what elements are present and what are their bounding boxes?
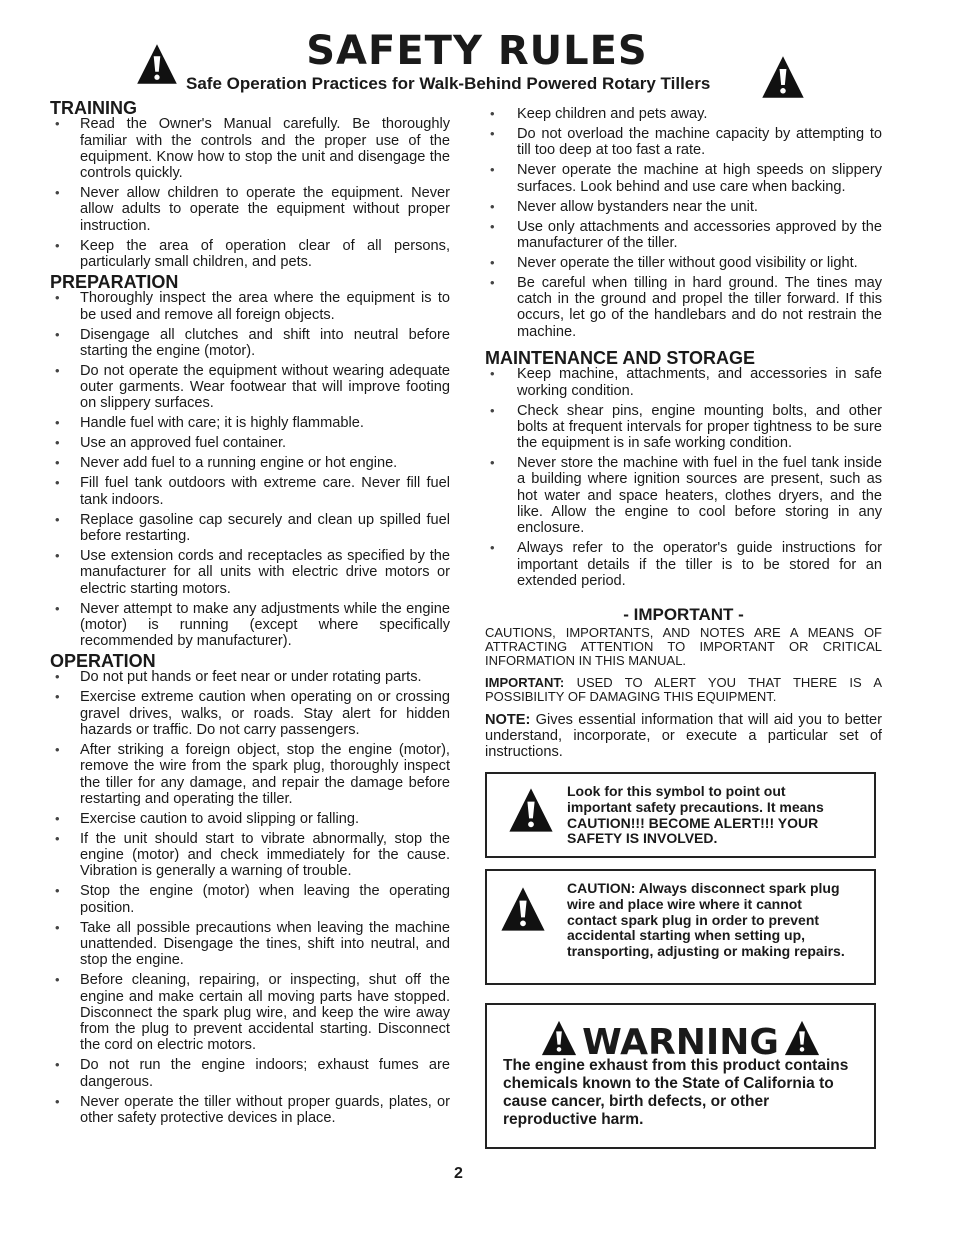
list-item: • Use only attachments and accessories approved by the manufacturer of the tiller. bbox=[485, 219, 882, 252]
list-item: • Before cleaning, repairing, or inspecting, shut off the engine and make certain all moving parts have stopped. Disconnect the spark plug wire, and keep the wire away from the plug to prevent accidental starting. Disconnect the cord on electric motors. bbox=[50, 972, 450, 1053]
list-item: • Thoroughly inspect the area where the equipment is to be used and remove all foreign objects. bbox=[50, 290, 450, 323]
important-label: IMPORTANT: bbox=[485, 674, 565, 690]
symbol-box-text: Look for this symbol to point out important safety precautions. It means CAUTION!!! BECOME ALERT!!! YOUR SAFETY IS INVOLVED. bbox=[567, 783, 824, 847]
list-item: • Do not operate the equipment without wearing adequate outer garments. Wear footwear that will improve footing on slippery surfaces. bbox=[50, 363, 450, 412]
list-item: • Do not run the engine indoors; exhaust fumes are dangerous. bbox=[50, 1057, 450, 1090]
list-item: • Never operate the machine at high speeds on slippery surfaces. Look behind and use care when backing. bbox=[485, 162, 882, 195]
warning-word: WARNING bbox=[582, 1022, 779, 1063]
operation-heading: OPERATION bbox=[50, 651, 156, 672]
list-item: • Keep machine, attachments, and accessories in safe working condition. bbox=[485, 366, 882, 399]
note-definition bbox=[485, 712, 882, 761]
list-item: • Always refer to the operator's guide instructions for important details if the tiller is to be stored for an extended period. bbox=[485, 540, 882, 589]
warning-box bbox=[485, 1003, 876, 1149]
list-item: • Never operate the tiller without proper guards, plates, or other safety protective devices in place. bbox=[50, 1094, 450, 1127]
list-item: • Never allow children to operate the equipment. Never allow adults to operate the equipment without proper instruction. bbox=[50, 185, 450, 234]
important-definition bbox=[485, 676, 882, 704]
page-subtitle: Safe Operation Practices for Walk-Behind Powered Rotary Tillers bbox=[186, 74, 711, 93]
maintenance-list bbox=[485, 366, 882, 589]
alert-icon bbox=[499, 885, 547, 933]
important-text: USED TO ALERT YOU THAT THERE IS A POSSIBILITY OF DAMAGING THIS EQUIPMENT. bbox=[485, 674, 882, 704]
training-heading: TRAINING bbox=[50, 98, 137, 118]
list-item: • Exercise caution to avoid slipping or falling. bbox=[50, 811, 450, 827]
alert-icon bbox=[783, 1019, 821, 1057]
list-item: • Keep the area of operation clear of all persons, particularly small children, and pets. bbox=[50, 238, 450, 271]
list-item: • Use extension cords and receptacles as specified by the manufacturer for all units with electric drive motors or electric starting motors. bbox=[50, 548, 450, 597]
list-item: • Be careful when tilling in hard ground. The tines may catch in the ground and propel the tiller forward. If this occurs, let go of the handlebars and do not restrain the machine. bbox=[485, 275, 882, 340]
training-list bbox=[50, 116, 450, 270]
list-item: • Check shear pins, engine mounting bolts, and other bolts at frequent intervals for proper tightness to be sure the equipment is in safe working condition. bbox=[485, 403, 882, 452]
note-label: NOTE: bbox=[485, 711, 531, 728]
page-title: SAFETY RULES bbox=[306, 28, 648, 74]
alert-icon bbox=[760, 54, 806, 100]
list-item: • Never add fuel to a running engine or hot engine. bbox=[50, 455, 450, 471]
preparation-list bbox=[50, 290, 450, 649]
caution-box-text: CAUTION: Always disconnect spark plug wire and place wire where it cannot contact spark plug in order to prevent accidental starting when setting up, transporting, adjusting or making repairs. bbox=[567, 880, 845, 960]
list-item: • After striking a foreign object, stop the engine (motor), remove the wire from the spark plug, thoroughly inspect the tiller for any damage, and repair the damage before restarting and operating the tiller. bbox=[50, 742, 450, 807]
list-item: • Replace gasoline cap securely and clean up spilled fuel before restarting. bbox=[50, 512, 450, 545]
list-item: • Use an approved fuel container. bbox=[50, 435, 450, 451]
list-item: • Exercise extreme caution when operating on or crossing gravel drives, walks, or roads. Stay alert for hidden hazards or traffic. Do not carry passengers. bbox=[50, 689, 450, 738]
important-caps-text: CAUTIONS, IMPORTANTS, AND NOTES ARE A MEANS OF ATTRACTING ATTENTION TO IMPORTANT OR CRITICAL INFORMATION IN THIS MANUAL. bbox=[485, 624, 882, 668]
maintenance-heading: MAINTENANCE AND STORAGE bbox=[485, 347, 756, 368]
list-item: • Never store the machine with fuel in the fuel tank inside a building where ignition sources are present, such as hot water and space heaters, clothes dryers, and the like. Allow the engine to cool before storing in any enclosure. bbox=[485, 455, 882, 536]
list-item: • Never allow bystanders near the unit. bbox=[485, 199, 882, 215]
left-column bbox=[50, 100, 450, 1130]
note-text: Gives essential information that will aid you to better understand, incorporate, or execute a particular set of instructions. bbox=[485, 711, 882, 761]
list-item: • Do not put hands or feet near or under rotating parts. bbox=[50, 669, 450, 685]
list-item: • Do not overload the machine capacity by attempting to till too deep at too fast a rate. bbox=[485, 126, 882, 159]
alert-icon bbox=[507, 786, 555, 834]
operation-list bbox=[50, 669, 450, 1126]
list-item: • Keep children and pets away. bbox=[485, 106, 882, 122]
list-item: • Disengage all clutches and shift into neutral before starting the engine (motor). bbox=[50, 327, 450, 360]
page-number: 2 bbox=[454, 1165, 463, 1182]
list-item: • Never attempt to make any adjustments while the engine (motor) is running (except where specifically recommended by manufacturer). bbox=[50, 601, 450, 650]
caution-box bbox=[485, 869, 876, 985]
preparation-heading: PREPARATION bbox=[50, 272, 179, 293]
symbol-box bbox=[485, 772, 876, 858]
list-item: • Stop the engine (motor) when leaving the operating position. bbox=[50, 883, 450, 916]
list-item: • If the unit should start to vibrate abnormally, stop the engine (motor) and check immediately for the cause. Vibration is generally a warning of trouble. bbox=[50, 831, 450, 880]
list-item: • Read the Owner's Manual carefully. Be thoroughly familiar with the controls and the proper use of the equipment. Know how to stop the unit and disengage the controls quickly. bbox=[50, 116, 450, 181]
list-item: • Never operate the tiller without good visibility or light. bbox=[485, 255, 882, 271]
list-item: • Take all possible precautions when leaving the machine unattended. Disengage the tines, shift into neutral, and stop the engine. bbox=[50, 920, 450, 969]
operation-continued-list bbox=[485, 106, 882, 340]
important-heading: - IMPORTANT - bbox=[623, 605, 744, 625]
list-item: • Handle fuel with care; it is highly flammable. bbox=[50, 415, 450, 431]
alert-icon bbox=[540, 1019, 578, 1057]
list-item: • Fill fuel tank outdoors with extreme care. Never fill fuel tank indoors. bbox=[50, 475, 450, 508]
right-column bbox=[485, 106, 882, 760]
warning-box-text: The engine exhaust from this product contains chemicals known to the State of California to cause cancer, birth defects, or other reproductive harm. bbox=[503, 1057, 849, 1128]
